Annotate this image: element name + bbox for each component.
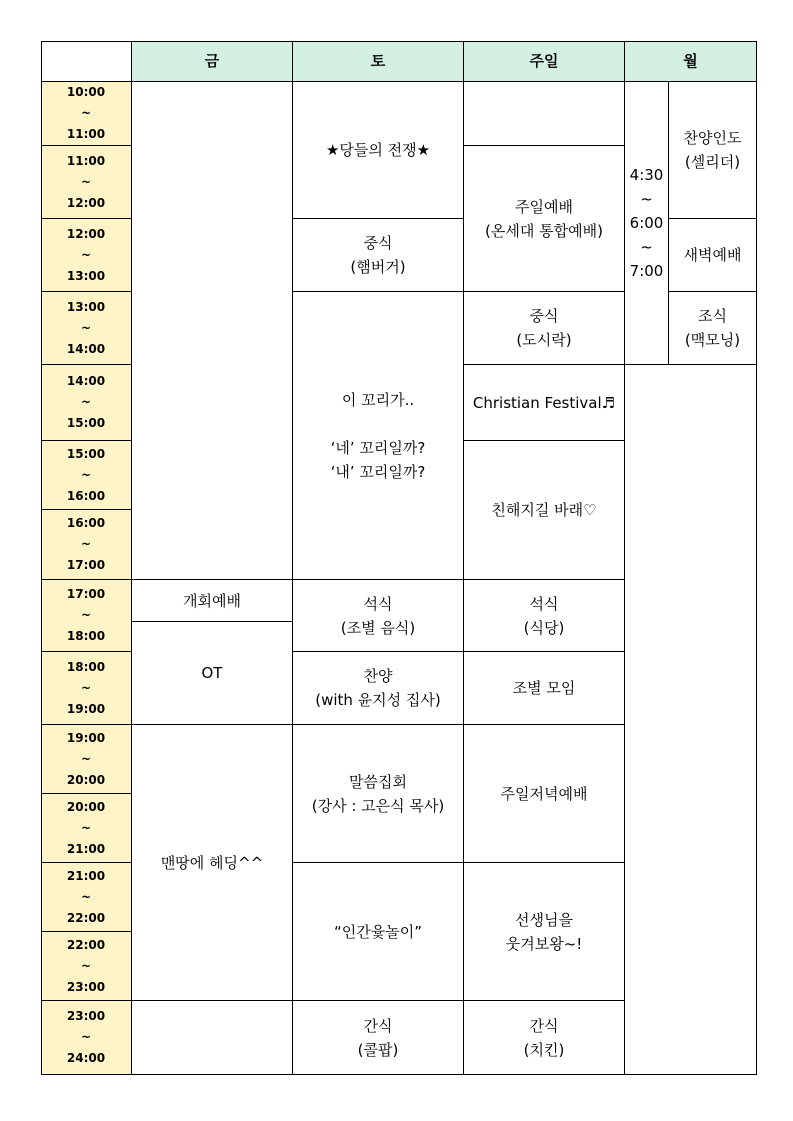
sun-teacher [464,863,625,1001]
mon-time-mid: 6:00 [629,214,664,232]
mon-time-tilde: ~ [640,190,653,208]
mon-time-range [625,82,669,365]
time-start: 16:00 [66,516,106,530]
time-end: 15:00 [66,416,106,430]
time-end: 23:00 [66,979,106,994]
mon-empty-rest [625,365,757,1075]
time-start: 22:00 [66,937,106,952]
time-tilde: ~ [80,106,92,120]
time-start: 21:00 [66,868,106,883]
sat-snack-title: 간식 [363,1016,393,1035]
time-tilde: ~ [80,1030,92,1044]
time-start: 12:00 [66,226,106,241]
sat-yut-label: “인간윷놀이” [334,922,422,941]
sun-group-label: 조별 모임 [512,679,576,697]
sat-praise-leader: (with 윤지성 집사) [315,691,441,709]
header-sat [293,41,464,82]
sun-dinner-title: 석식 [529,594,559,613]
sun-worship-title: 주일예배 [515,197,573,216]
fri-opening-worship [132,580,293,622]
time-tilde: ~ [80,820,92,835]
time-tilde: ~ [80,174,92,189]
sun-friends-label: 친해지길 바래♡ [491,501,597,519]
mon-praise-lead-sub: (셀리더) [684,153,741,171]
mon-breakfast-title: 조식 [698,307,727,325]
time-end: 21:00 [66,841,106,856]
sat-tail-line2: ‘네’ 꼬리일까? [330,438,426,457]
time-cell [41,863,132,932]
header-mon [625,41,757,82]
time-tilde: ~ [80,320,92,335]
sun-evening-worship [464,725,625,863]
time-end: 11:00 [66,127,106,141]
sat-praise [293,652,464,725]
sun-evening-worship-label: 주일저녁예배 [500,784,588,803]
time-end: 12:00 [66,195,106,210]
time-cell [41,441,132,510]
mon-time-tilde: ~ [640,238,653,256]
fri-opening-worship-label: 개회예배 [183,591,241,610]
sat-tail-line3: ‘내’ 꼬리일까? [330,462,426,481]
sat-tail [293,292,464,580]
sun-teacher-line1: 선생님을 [515,910,573,929]
time-end: 24:00 [66,1051,106,1065]
header-sun-label: 주일 [529,52,559,70]
sun-snack [464,1001,625,1075]
time-cell [41,292,132,365]
time-cell [41,510,132,580]
time-cell [41,82,132,146]
time-start: 19:00 [66,730,106,745]
time-start: 23:00 [66,1009,106,1023]
time-end: 17:00 [66,558,106,572]
time-cell [41,146,132,219]
sat-sermon-title: 말씀집회 [349,772,407,791]
sat-sermon-speaker: (강사 : 고은식 목사) [311,796,445,815]
time-tilde: ~ [80,958,92,973]
sun-lunch-title: 중식 [529,307,559,325]
time-end: 19:00 [66,701,106,716]
mon-praise-lead [669,82,757,219]
time-cell [41,932,132,1001]
sat-war [293,82,464,219]
mon-dawn-worship-label: 새벽예배 [683,246,742,264]
sat-dinner-title: 석식 [363,594,393,613]
time-cell [41,725,132,794]
sun-snack-menu: (치킨) [523,1040,565,1059]
sat-snack-menu: (콜팝) [357,1040,399,1059]
time-cell [41,652,132,725]
time-start: 13:00 [66,299,106,314]
sun-group [464,652,625,725]
time-start: 18:00 [66,659,106,674]
sun-lunch [464,292,625,365]
time-end: 13:00 [66,268,106,283]
sun-lunch-menu: (도시락) [516,331,572,349]
time-end: 16:00 [66,488,106,503]
sat-dinner [293,580,464,652]
time-tilde: ~ [80,889,92,904]
time-start: 11:00 [66,153,106,168]
sat-sermon [293,725,464,863]
fri-heading-label: 맨땅에 헤딩^^ [160,853,264,872]
fri-empty-morning [132,82,293,580]
time-start: 15:00 [66,446,106,461]
sat-praise-title: 찬양 [363,667,393,685]
time-tilde: ~ [80,247,92,262]
mon-time-start: 4:30 [629,166,664,184]
sat-tail-line1: 이 꼬리가.. [341,390,415,409]
fri-empty-late [132,1001,293,1075]
time-end: 14:00 [66,341,106,356]
sun-friends [464,441,625,580]
sun-dinner-place: (식당) [523,618,565,637]
time-tilde: ~ [80,395,92,409]
sun-snack-title: 간식 [529,1016,559,1035]
sat-snack [293,1001,464,1075]
fri-heading [132,725,293,1001]
time-start: 17:00 [66,587,106,601]
time-cell [41,365,132,441]
time-cell [41,219,132,292]
time-cell [41,794,132,863]
header-sat-label: 토 [370,52,386,70]
mon-breakfast-menu: (맥모닝) [684,331,741,349]
sat-lunch [293,219,464,292]
time-tilde: ~ [80,751,92,766]
time-end: 22:00 [66,910,106,925]
mon-time-end: 7:00 [629,262,664,280]
sun-teacher-line2: 웃겨보왕~! [505,934,583,953]
fri-ot-label: OT [201,664,223,682]
sun-dinner [464,580,625,652]
time-cell [41,1001,132,1075]
mon-dawn-worship [669,219,757,292]
time-tilde: ~ [80,467,92,482]
header-sun [464,41,625,82]
header-mon-label: 월 [683,52,698,70]
fri-ot [132,622,293,725]
time-cell [41,580,132,652]
corner-cell [41,41,132,82]
time-tilde: ~ [80,680,92,695]
sun-festival [464,365,625,441]
time-start: 10:00 [66,85,106,99]
time-tilde: ~ [80,608,92,622]
header-fri [132,41,293,82]
sun-festival-label: Christian Festival♬ [472,393,616,412]
sat-lunch-title: 중식 [363,234,393,252]
time-tilde: ~ [80,537,92,551]
sun-worship [464,146,625,292]
header-fri-label: 금 [204,52,220,70]
time-end: 20:00 [66,772,106,787]
time-start: 14:00 [66,374,106,388]
sun-empty-morning [464,82,625,146]
sat-war-label: ★당들의 전쟁★ [325,141,431,159]
time-end: 18:00 [66,629,106,643]
mon-praise-lead-title: 찬양인도 [683,129,742,147]
sat-lunch-menu: (햄버거) [350,258,406,276]
time-start: 20:00 [66,799,106,814]
mon-breakfast [669,292,757,365]
sat-dinner-menu: (조별 음식) [340,618,416,637]
sun-worship-sub: (온세대 통합예배) [485,221,603,240]
sat-yut [293,863,464,1001]
